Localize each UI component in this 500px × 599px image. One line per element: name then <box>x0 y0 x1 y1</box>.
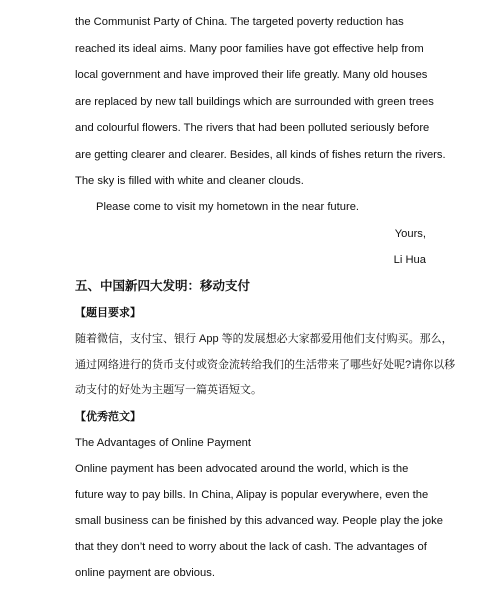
requirement-line: 通过网络进行的货币支付或资金流转给我们的生活带来了哪些好处呢?请你以移 <box>75 359 456 371</box>
requirement-line: 随着微信，支付宝、银行 App 等的发展想必大家都爱用他们支付购买。那么， <box>75 333 453 345</box>
letter-line: are replaced by new tall buildings which are surrounded with green trees <box>75 96 434 108</box>
essay-line: that they don’t need to worry about the lack of cash. The advantages of <box>75 541 427 553</box>
letter-line: and colourful flowers. The rivers that had been polluted seriously before <box>75 122 430 134</box>
essay-line: online payment are obvious. <box>75 567 215 579</box>
essay-title: The Advantages of Online Payment <box>75 437 252 449</box>
requirement-label: 【题目要求】 <box>75 307 141 319</box>
essay-line: future way to pay bills. In China, Alipay is popular everywhere, even the <box>75 489 429 501</box>
letter-line: reached its ideal aims. Many poor families have got effective help from <box>75 43 424 55</box>
letter-closing-line: Please come to visit my hometown in the near future. <box>96 201 360 213</box>
letter-line: are getting clearer and clearer. Besides, all kinds of fishes return the rivers. <box>75 149 446 161</box>
letter-line: the Communist Party of China. The targeted poverty reduction has <box>75 16 404 28</box>
letter-sign-off: Yours, <box>394 228 426 240</box>
requirement-line: 动支付的好处为主题写一篇英语短文。 <box>75 384 262 396</box>
letter-signature: Li Hua <box>393 254 426 266</box>
sample-label: 【优秀范文】 <box>75 411 141 423</box>
essay-line: small business can be finished by this advanced way. People play the joke <box>75 515 443 527</box>
letter-line: local government and have improved their life greatly. Many old houses <box>75 69 428 81</box>
essay-line: Online payment has been advocated around the world, which is the <box>75 463 409 475</box>
section-heading: 五、中国新四大发明：移动支付 <box>75 279 251 293</box>
letter-line: The sky is filled with white and cleaner clouds. <box>75 175 304 187</box>
